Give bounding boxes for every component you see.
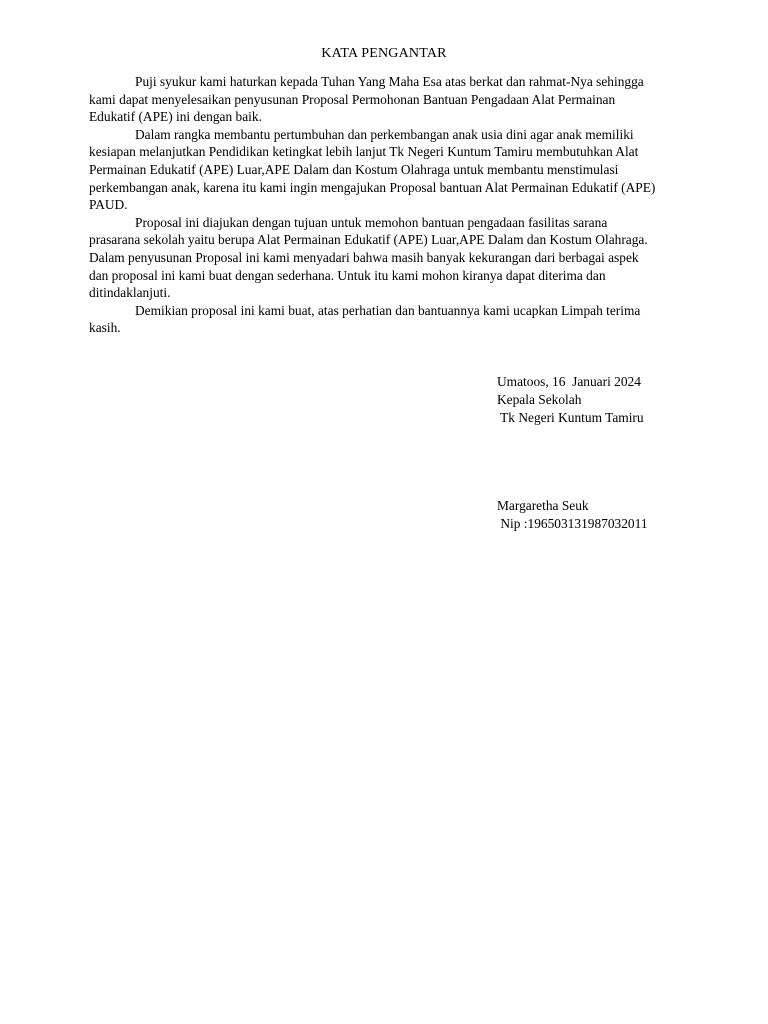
signatory-name: Margaretha Seuk — [497, 498, 589, 514]
paragraph-4-line-1: Demikian proposal ini kami buat, atas perhatian dan bantuannya kami ucapkan Limpah terima — [135, 302, 641, 318]
paragraph-4-line-2: kasih. — [89, 320, 121, 336]
paragraph-2-line-1: Dalam rangka membantu pertumbuhan dan perkembangan anak usia dini agar anak memiliki — [135, 126, 634, 142]
signature-space — [497, 426, 737, 497]
paragraph-3-line-4: dan proposal ini kami buat dengan sederhana. Untuk itu kami mohon kiranya dapat diterima dan — [89, 267, 606, 283]
paragraph-2-line-5: PAUD. — [89, 197, 128, 213]
paragraph-1-line-2: kami dapat menyelesaikan penyusunan Proposal Permohonan Bantuan Pengadaan Alat Permainan — [89, 91, 616, 107]
paragraph-1-line-1: Puji syukur kami haturkan kepada Tuhan Yang Maha Esa atas berkat dan rahmat-Nya sehingga — [135, 74, 644, 89]
paragraph-3-line-2: prasarana sekolah yaitu berupa Alat Permainan Edukatif (APE) Luar,APE Dalam dan Kostum Olahraga. — [89, 232, 648, 248]
document-title: KATA PENGANTAR — [321, 46, 447, 61]
signature-block — [497, 373, 737, 533]
paragraph-1-line-3: Edukatif (APE) ini dengan baik. — [89, 109, 262, 125]
signature-position: Kepala Sekolah — [497, 391, 582, 407]
paragraph-2-line-3: Permainan Edukatif (APE) Luar,APE Dalam dan Kostum Olahraga untuk membantu menstimulasi — [89, 161, 619, 177]
paragraph-3-line-3: Dalam penyusunan Proposal ini kami menyadari bahwa masih banyak kekurangan dari berbagai aspek — [89, 249, 639, 265]
paragraph-3-line-1: Proposal ini diajukan dengan tujuan untuk memohon bantuan pengadaan fasilitas sarana — [135, 214, 608, 230]
signature-school: Tk Negeri Kuntum Tamiru — [497, 409, 644, 425]
signatory-nip: Nip :196503131987032011 — [497, 516, 648, 532]
paragraph-3-line-5: ditindaklanjuti. — [89, 285, 171, 301]
document-body — [89, 73, 679, 337]
signature-place-date: Umatoos, 16 Januari 2024 — [497, 374, 641, 389]
paragraph-2-line-2: kesiapan melanjutkan Pendidikan ketingkat lebih lanjut Tk Negeri Kuntum Tamiru membutuhkan Alat — [89, 144, 639, 160]
paragraph-2-line-4: perkembangan anak, karena itu kami ingin mengajukan Proposal bantuan Alat Permainan Edukatif (APE) — [89, 179, 656, 195]
